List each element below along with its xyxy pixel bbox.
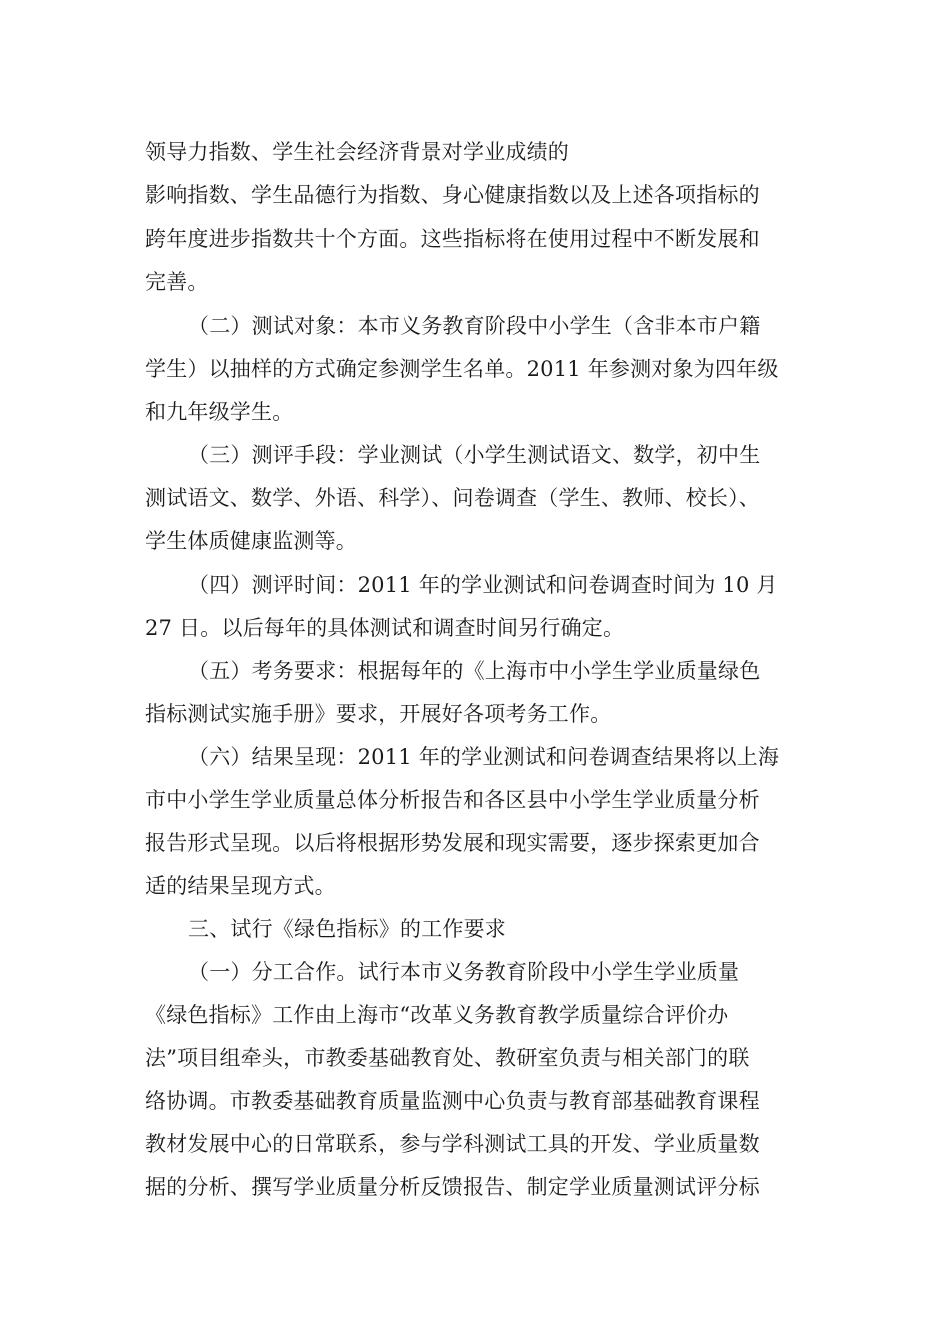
paragraph-line: 市中小学生学业质量总体分析报告和各区县中小学生学业质量分析 xyxy=(145,788,760,812)
paragraph-line: 学生）以抽样的方式确定参测学生名单。2011 年参测对象为四年级 xyxy=(145,357,779,381)
paragraph-line: 27 日。以后每年的具体测试和调查时间另行确定。 xyxy=(145,616,625,640)
paragraph-line: （一）分工合作。试行本市义务教育阶段中小学生学业质量 xyxy=(188,960,740,984)
paragraph-line: 学生体质健康监测等。 xyxy=(145,529,357,553)
paragraph-line: （四）测评时间：2011 年的学业测试和问卷调查时间为 10 月 xyxy=(188,573,778,597)
paragraph-line: （三）测评手段：学业测试（小学生测试语文、数学，初中生 xyxy=(188,443,761,467)
section-heading: 三、试行《绿色指标》的工作要求 xyxy=(188,917,506,941)
paragraph-line: （六）结果呈现：2011 年的学业测试和问卷调查结果将以上海 xyxy=(188,745,780,769)
paragraph-line: 指标测试实施手册》要求，开展好各项考务工作。 xyxy=(145,702,612,726)
paragraph-line: 报告形式呈现。以后将根据形势发展和现实需要，逐步探索更加合 xyxy=(145,831,760,855)
paragraph-line: 据的分析、撰写学业质量分析反馈报告、制定学业质量测试评分标 xyxy=(145,1175,760,1199)
paragraph-line: （二）测试对象：本市义务教育阶段中小学生（含非本市户籍 xyxy=(188,314,761,338)
paragraph-line: 和九年级学生。 xyxy=(145,400,294,424)
paragraph-line: 跨年度进步指数共十个方面。这些指标将在使用过程中不断发展和 xyxy=(145,227,760,251)
paragraph-line: 测试语文、数学、外语、科学）、问卷调查（学生、教师、校长）、 xyxy=(145,486,760,510)
paragraph-line: 《绿色指标》工作由上海市“改革义务教育教学质量综合评价办 xyxy=(145,1003,729,1027)
paragraph-line: （五）考务要求：根据每年的《上海市中小学生学业质量绿色 xyxy=(188,659,761,683)
paragraph-line: 适的结果呈现方式。 xyxy=(145,874,336,898)
paragraph-line: 领导力指数、学生社会经济背景对学业成绩的 xyxy=(145,140,569,164)
paragraph-line: 教材发展中心的日常联系，参与学科测试工具的开发、学业质量数 xyxy=(145,1132,760,1156)
paragraph-line: 法”项目组牵头，市教委基础教育处、教研室负责与相关部门的联 xyxy=(145,1046,750,1070)
paragraph-line: 络协调。市教委基础教育质量监测中心负责与教育部基础教育课程 xyxy=(145,1089,760,1113)
paragraph-line: 完善。 xyxy=(145,270,209,294)
paragraph-line: 影响指数、学生品德行为指数、身心健康指数以及上述各项指标的 xyxy=(145,183,760,207)
